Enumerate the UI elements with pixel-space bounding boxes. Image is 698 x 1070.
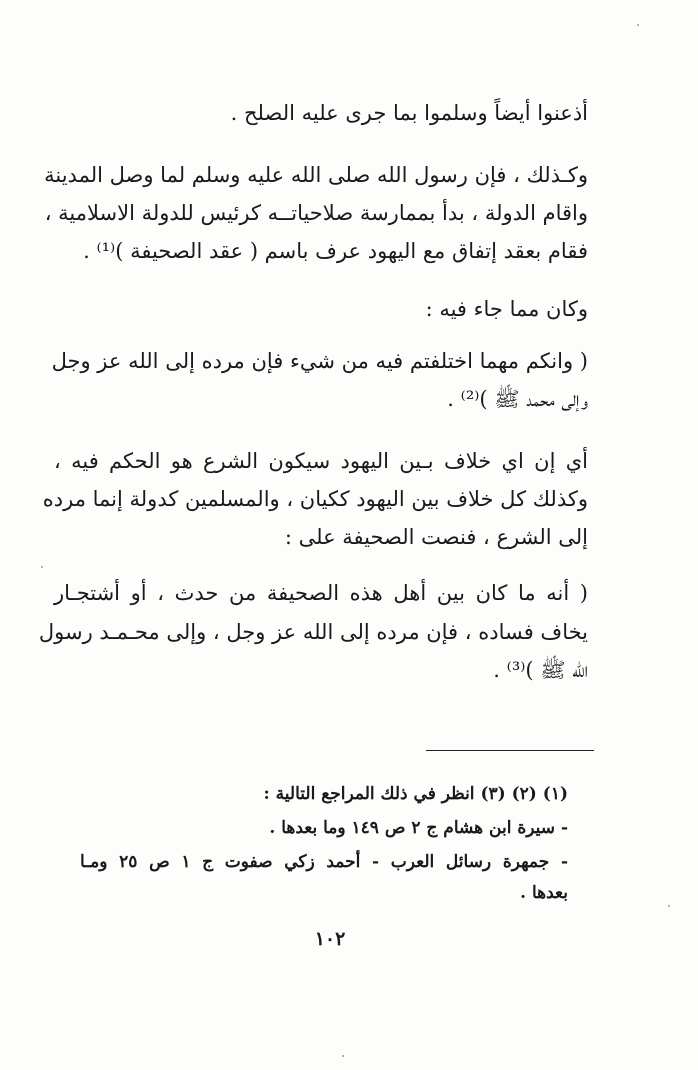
page-number: ١٠٢	[314, 928, 346, 950]
quote-line: وإلى محمد ﷺ )⁽²⁾ .	[447, 387, 588, 411]
footnote-item: - سيرة ابن هشام ج ٢ ص ١٤٩ وما بعدها .	[269, 818, 568, 838]
scan-speck	[342, 1055, 344, 1057]
text-line: أذعنوا أيضاً وسلموا بما جرى عليه الصلح .	[230, 101, 588, 125]
text-line: واقام الدولة ، بدأ بممارسة صلاحياتــه كرئيس للدولة الاسلامية ،	[44, 201, 588, 225]
footnote-separator	[426, 750, 594, 751]
quote-line: يخاف فساده ، فإن مرده إلى الله عز وجل ، وإلى محـمـد رسول	[38, 620, 588, 644]
quote-line: الله ﷺ )⁽³⁾ .	[493, 658, 588, 682]
text-line: وكذلك كل خلاف بين اليهود ككيان ، والمسلمين كدولة إنما مرده	[42, 487, 588, 511]
text-line: وكـذلك ، فإن رسول الله صلى الله عليه وسلم لما وصل المدينة	[44, 163, 588, 187]
footnote-item-continuation: بعدها .	[520, 883, 568, 903]
scan-speck	[41, 566, 43, 568]
text-line: فقام بعقد إتفاق مع اليهود عرف باسم ( عقد الصحيفة )⁽¹⁾ .	[83, 239, 588, 263]
text-line: وكان مما جاء فيه :	[425, 297, 588, 321]
scan-speck	[637, 24, 639, 26]
text-line: إلى الشرع ، فنصت الصحيفة على :	[284, 525, 588, 549]
text-line: أي إن اي خلاف بـين اليهود سيكون الشرع هو الحكم فيه ،	[54, 449, 588, 473]
footnote-heading: (١) (٢) (٣) انظر في ذلك المراجع التالية :	[263, 784, 568, 804]
quote-line: ( وانكم مهما اختلفتم فيه من شيء فإن مرده إلى الله عز وجل	[51, 349, 588, 373]
scan-speck	[668, 905, 670, 907]
footnote-item: - جمهرة رسائل العرب - أحمد زكي صفوت ج ١ ص ٢٥ ومـا	[80, 852, 568, 872]
quote-line: ( أنه ما كان بين أهل هذه الصحيفة من حدث ، أو أشتجـار	[54, 581, 588, 605]
